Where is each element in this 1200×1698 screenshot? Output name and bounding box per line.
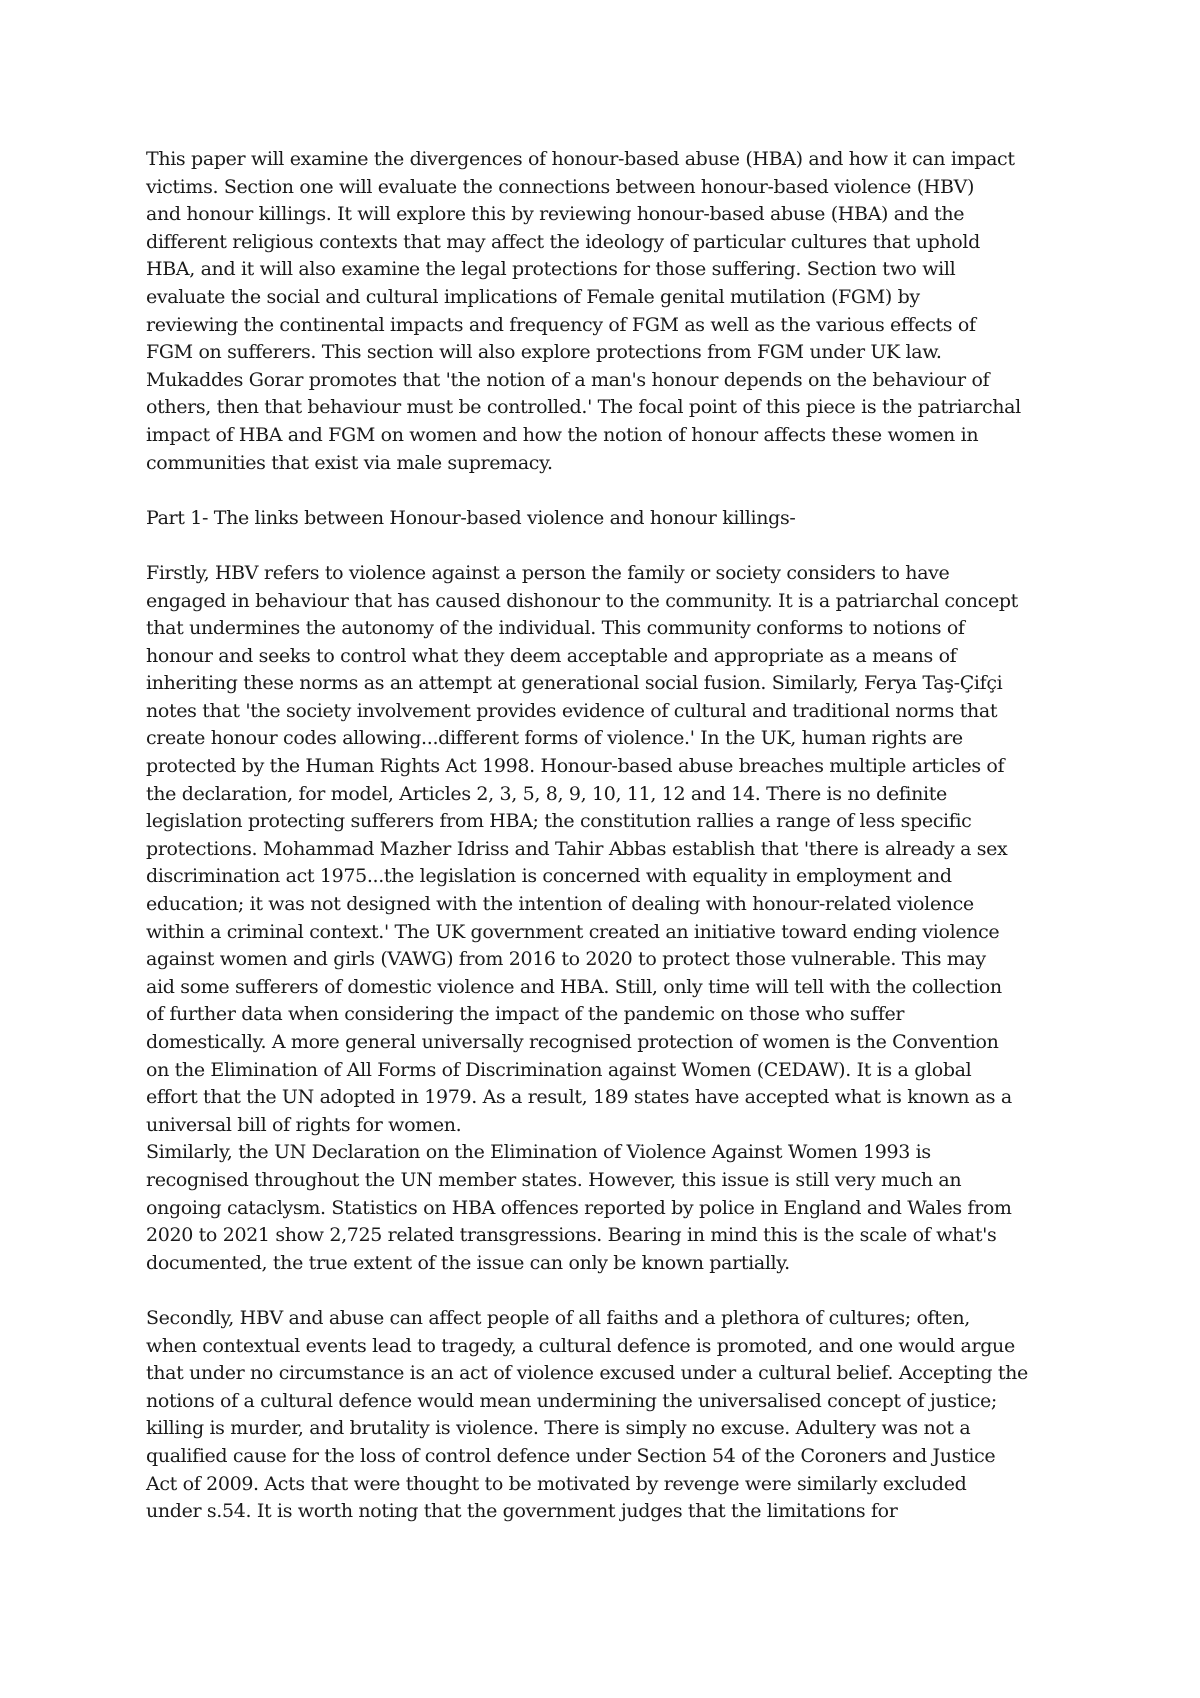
text-line: qualified cause for the loss of control defence under Section 54 of the Coroners and Justice: [146, 1444, 996, 1467]
text-line: discrimination act 1975...the legislation is concerned with equality in employment and: [146, 865, 952, 888]
text-line: documented, the true extent of the issue can only be known partially.: [146, 1251, 790, 1274]
text-line: engaged in behaviour that has caused dishonour to the community. It is a patriarchal concept: [146, 589, 1018, 612]
document-body: [146, 146, 1066, 1526]
body-paragraph: [146, 1305, 1066, 1526]
text-line: HBA, and it will also examine the legal protections for those suffering. Section two will: [146, 258, 956, 281]
body-paragraph: [146, 560, 1066, 1277]
text-line: protections. Mohammad Mazher Idriss and Tahir Abbas establish that 'there is already a sex: [146, 837, 1008, 860]
text-line: aid some sufferers of domestic violence and HBA. Still, only time will tell with the collection: [146, 975, 1002, 998]
text-line: killing is murder, and brutality is violence. There is simply no excuse. Adultery was not a: [146, 1417, 971, 1440]
text-line: create honour codes allowing...different forms of violence.' In the UK, human rights are: [146, 727, 963, 750]
text-line: honour and seeks to control what they deem acceptable and appropriate as a means of: [146, 644, 957, 667]
text-line: within a criminal context.' The UK government created an initiative toward ending violence: [146, 920, 1000, 943]
text-line: impact of HBA and FGM on women and how the notion of honour affects these women in: [146, 423, 979, 446]
text-line: effort that the UN adopted in 1979. As a result, 189 states have accepted what is known as a: [146, 1086, 1012, 1109]
intro-paragraph: [146, 146, 1066, 477]
text-line: Firstly, HBV refers to violence against a person the family or society considers to have: [146, 561, 950, 584]
text-line: that under no circumstance is an act of violence excused under a cultural belief. Accepting the: [146, 1362, 1028, 1385]
text-line: recognised throughout the UN member states. However, this issue is still very much an: [146, 1168, 962, 1191]
text-line: against women and girls (VAWG) from 2016 to 2020 to protect those vulnerable. This may: [146, 948, 986, 971]
text-line: Secondly, HBV and abuse can affect people of all faiths and a plethora of cultures; often,: [146, 1306, 970, 1329]
text-line: reviewing the continental impacts and frequency of FGM as well as the various effects of: [146, 313, 976, 336]
text-line: 2020 to 2021 show 2,725 related transgressions. Bearing in mind this is the scale of what's: [146, 1224, 997, 1247]
text-line: evaluate the social and cultural implications of Female genital mutilation (FGM) by: [146, 285, 920, 308]
paragraph-spacer: [146, 477, 1066, 505]
text-line: Similarly, the UN Declaration on the Elimination of Violence Against Women 1993 is: [146, 1141, 931, 1164]
text-line: that undermines the autonomy of the individual. This community conforms to notions of: [146, 617, 965, 640]
text-line: inheriting these norms as an attempt at generational social fusion. Similarly, Ferya Taş-Çifçi: [146, 672, 1003, 695]
text-line: protected by the Human Rights Act 1998. Honour-based abuse breaches multiple articles of: [146, 755, 1005, 778]
text-line: domestically. A more general universally recognised protection of women is the Convention: [146, 1031, 999, 1053]
text-line: of further data when considering the impact of the pandemic on those who suffer: [146, 1003, 905, 1026]
text-line: and honour killings. It will explore this by reviewing honour-based abuse (HBA) and the: [146, 203, 965, 226]
text-line: Act of 2009. Acts that were thought to be motivated by revenge were similarly excluded: [146, 1472, 967, 1495]
text-line: under s.54. It is worth noting that the government judges that the limitations for: [146, 1500, 898, 1523]
text-line: legislation protecting sufferers from HBA; the constitution rallies a range of less specific: [146, 810, 972, 833]
text-line: communities that exist via male supremacy.: [146, 451, 553, 474]
text-line: victims. Section one will evaluate the connections between honour-based violence (HBV): [146, 175, 975, 198]
paragraph-spacer: [146, 1277, 1066, 1305]
text-line: different religious contexts that may affect the ideology of particular cultures that uphold: [146, 230, 980, 253]
text-line: when contextual events lead to tragedy, a cultural defence is promoted, and one would argue: [146, 1334, 1015, 1357]
text-line: notions of a cultural defence would mean undermining the universalised concept of justice;: [146, 1389, 997, 1412]
text-line: This paper will examine the divergences of honour-based abuse (HBA) and how it can impact: [146, 148, 1015, 170]
text-line: universal bill of rights for women.: [146, 1113, 462, 1136]
text-line: the declaration, for model, Articles 2, 3, 5, 8, 9, 10, 11, 12 and 14. There is no definite: [146, 782, 947, 805]
text-line: on the Elimination of All Forms of Discrimination against Women (CEDAW). It is a global: [146, 1058, 972, 1081]
text-line: FGM on sufferers. This section will also explore protections from FGM under UK law.: [146, 341, 942, 364]
text-line: notes that 'the society involvement provides evidence of cultural and traditional norms that: [146, 699, 998, 722]
text-line: ongoing cataclysm. Statistics on HBA offences reported by police in England and Wales from: [146, 1196, 1012, 1219]
text-line: education; it was not designed with the intention of dealing with honour-related violence: [146, 893, 974, 916]
text-line: others, then that behaviour must be controlled.' The focal point of this piece is the patriarchal: [146, 396, 1021, 419]
section-heading: Part 1- The links between Honour-based violence and honour killings-: [146, 506, 796, 529]
paragraph-spacer: [146, 532, 1066, 560]
text-line: Mukaddes Gorar promotes that 'the notion of a man's honour depends on the behaviour of: [146, 368, 990, 391]
